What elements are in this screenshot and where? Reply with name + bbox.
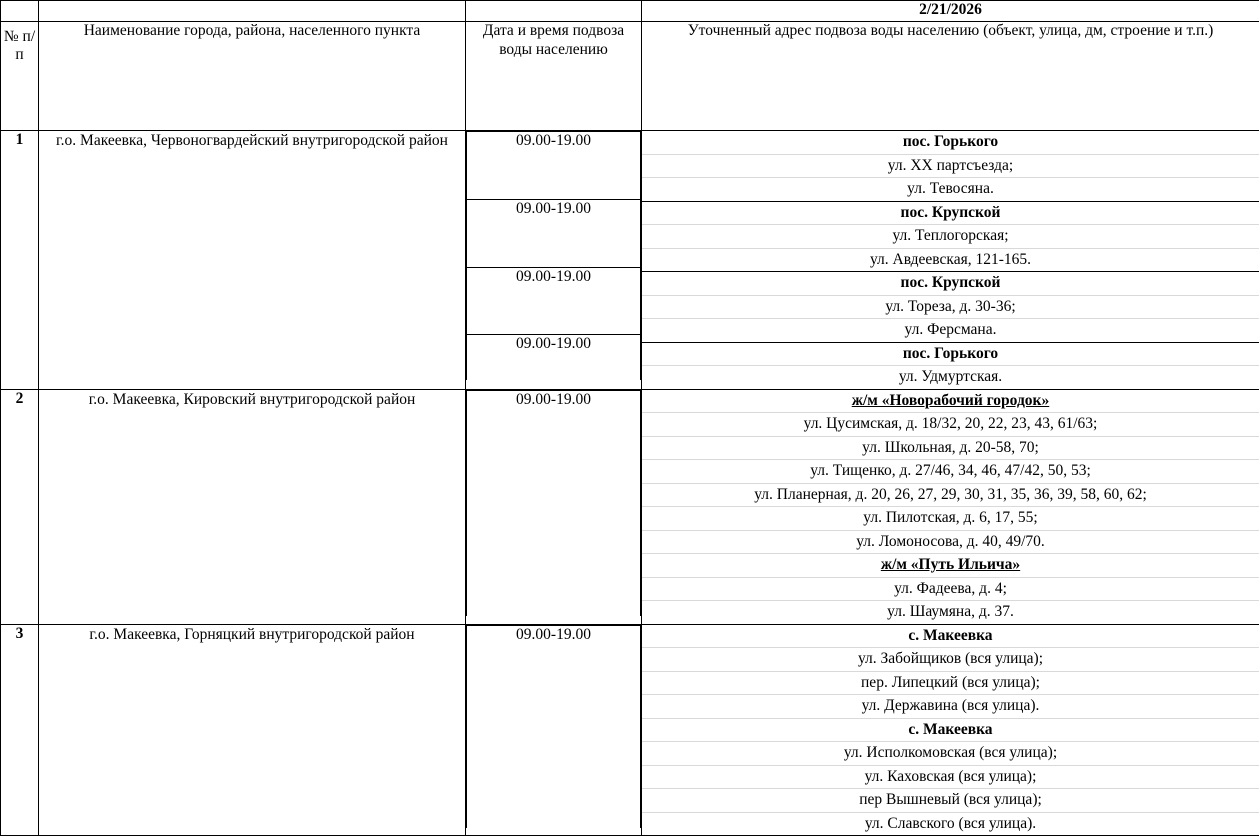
address-line: ул. Планерная, д. 20, 26, 27, 29, 30, 31, 35, 36, 39, 58, 60, 62; xyxy=(642,484,1259,508)
column-header-datetime: Дата и время подвоза воды населению xyxy=(466,22,642,131)
address-line: ул. Исполкомовская (вся улица); xyxy=(642,742,1259,766)
row-number: 2 xyxy=(1,389,39,624)
row-address-cell xyxy=(642,624,1259,836)
date-header-spacer-num xyxy=(1,1,39,22)
address-line: ул. Славского (вся улица). xyxy=(642,813,1259,836)
delivery-time: 09.00-19.00 xyxy=(467,132,641,200)
table-body xyxy=(1,131,1259,836)
row-locality: г.о. Макеевка, Червоногвардейский внутригородской район xyxy=(39,131,466,390)
address-line: ул. Школьная, д. 20-58, 70; xyxy=(642,437,1259,461)
row-datetime-cell xyxy=(466,389,642,624)
address-group xyxy=(642,272,1259,343)
address-line: ул. Тищенко, д. 27/46, 34, 46, 47/42, 50, 53; xyxy=(642,460,1259,484)
address-line: пер Вышневый (вся улица); xyxy=(642,789,1259,813)
address-line: ул. Теплогорская; xyxy=(642,225,1259,249)
column-header-number: № п/п xyxy=(1,22,39,131)
address-line: пос. Горького xyxy=(642,343,1259,367)
date-header-spacer-name xyxy=(39,1,466,22)
row-number: 1 xyxy=(1,131,39,390)
address-line: ж/м «Новорабочий городок» xyxy=(642,390,1259,414)
address-group xyxy=(642,343,1259,389)
row-number: 3 xyxy=(1,624,39,836)
address-line: пос. Крупской xyxy=(642,202,1259,226)
address-line: ул. Забойщиков (вся улица); xyxy=(642,648,1259,672)
column-header-address: Уточненный адрес подвоза воды населению (объект, улица, дм, строение и т.п.) xyxy=(642,22,1259,131)
address-group xyxy=(642,131,1259,202)
address-line: с. Макеевка xyxy=(642,719,1259,743)
address-group xyxy=(642,202,1259,273)
address-line: ул. Тореза, д. 30-36; xyxy=(642,296,1259,320)
row-address-cell xyxy=(642,389,1259,624)
document-date: 2/21/2026 xyxy=(642,1,1259,22)
column-header-locality: Наименование города, района, населенного пункта xyxy=(39,22,466,131)
address-line: ул. Каховская (вся улица); xyxy=(642,766,1259,790)
row-locality: г.о. Макеевка, Горняцкий внутригородской район xyxy=(39,624,466,836)
delivery-time: 09.00-19.00 xyxy=(467,390,641,616)
address-line: пер. Липецкий (вся улица); xyxy=(642,672,1259,696)
address-line: ул. Удмуртская. xyxy=(642,366,1259,389)
address-line: пос. Крупской xyxy=(642,272,1259,296)
address-line: ул. Шаумяна, д. 37. xyxy=(642,601,1259,624)
address-line: ул. Державина (вся улица). xyxy=(642,695,1259,719)
row-datetime-cell xyxy=(466,131,642,390)
row-locality: г.о. Макеевка, Кировский внутригородской район xyxy=(39,389,466,624)
row-address-cell xyxy=(642,131,1259,390)
delivery-time: 09.00-19.00 xyxy=(467,267,641,335)
delivery-time: 09.00-19.00 xyxy=(467,199,641,267)
delivery-time: 09.00-19.00 xyxy=(467,335,641,380)
address-line: ул. Ферсмана. xyxy=(642,319,1259,342)
address-line: ж/м «Путь Ильича» xyxy=(642,554,1259,578)
address-line: пос. Горького xyxy=(642,131,1259,155)
date-header-row xyxy=(1,1,1259,22)
table-row xyxy=(1,389,1259,624)
address-line: ул. Пилотская, д. 6, 17, 55; xyxy=(642,507,1259,531)
row-datetime-cell xyxy=(466,624,642,836)
table-row xyxy=(1,624,1259,836)
address-line: ул. Цусимская, д. 18/32, 20, 22, 23, 43, 61/63; xyxy=(642,413,1259,437)
table-header-row xyxy=(1,22,1259,131)
date-header-spacer-date xyxy=(466,1,642,22)
address-line: ул. XX партсъезда; xyxy=(642,155,1259,179)
table-row xyxy=(1,131,1259,390)
address-line: с. Макеевка xyxy=(642,625,1259,649)
address-line: ул. Ломоносова, д. 40, 49/70. xyxy=(642,531,1259,555)
address-line: ул. Авдеевская, 121-165. xyxy=(642,249,1259,272)
address-group xyxy=(642,625,1259,836)
address-line: ул. Фадеева, д. 4; xyxy=(642,578,1259,602)
delivery-time: 09.00-19.00 xyxy=(467,625,641,828)
address-group xyxy=(642,390,1259,624)
address-line: ул. Тевосяна. xyxy=(642,178,1259,201)
